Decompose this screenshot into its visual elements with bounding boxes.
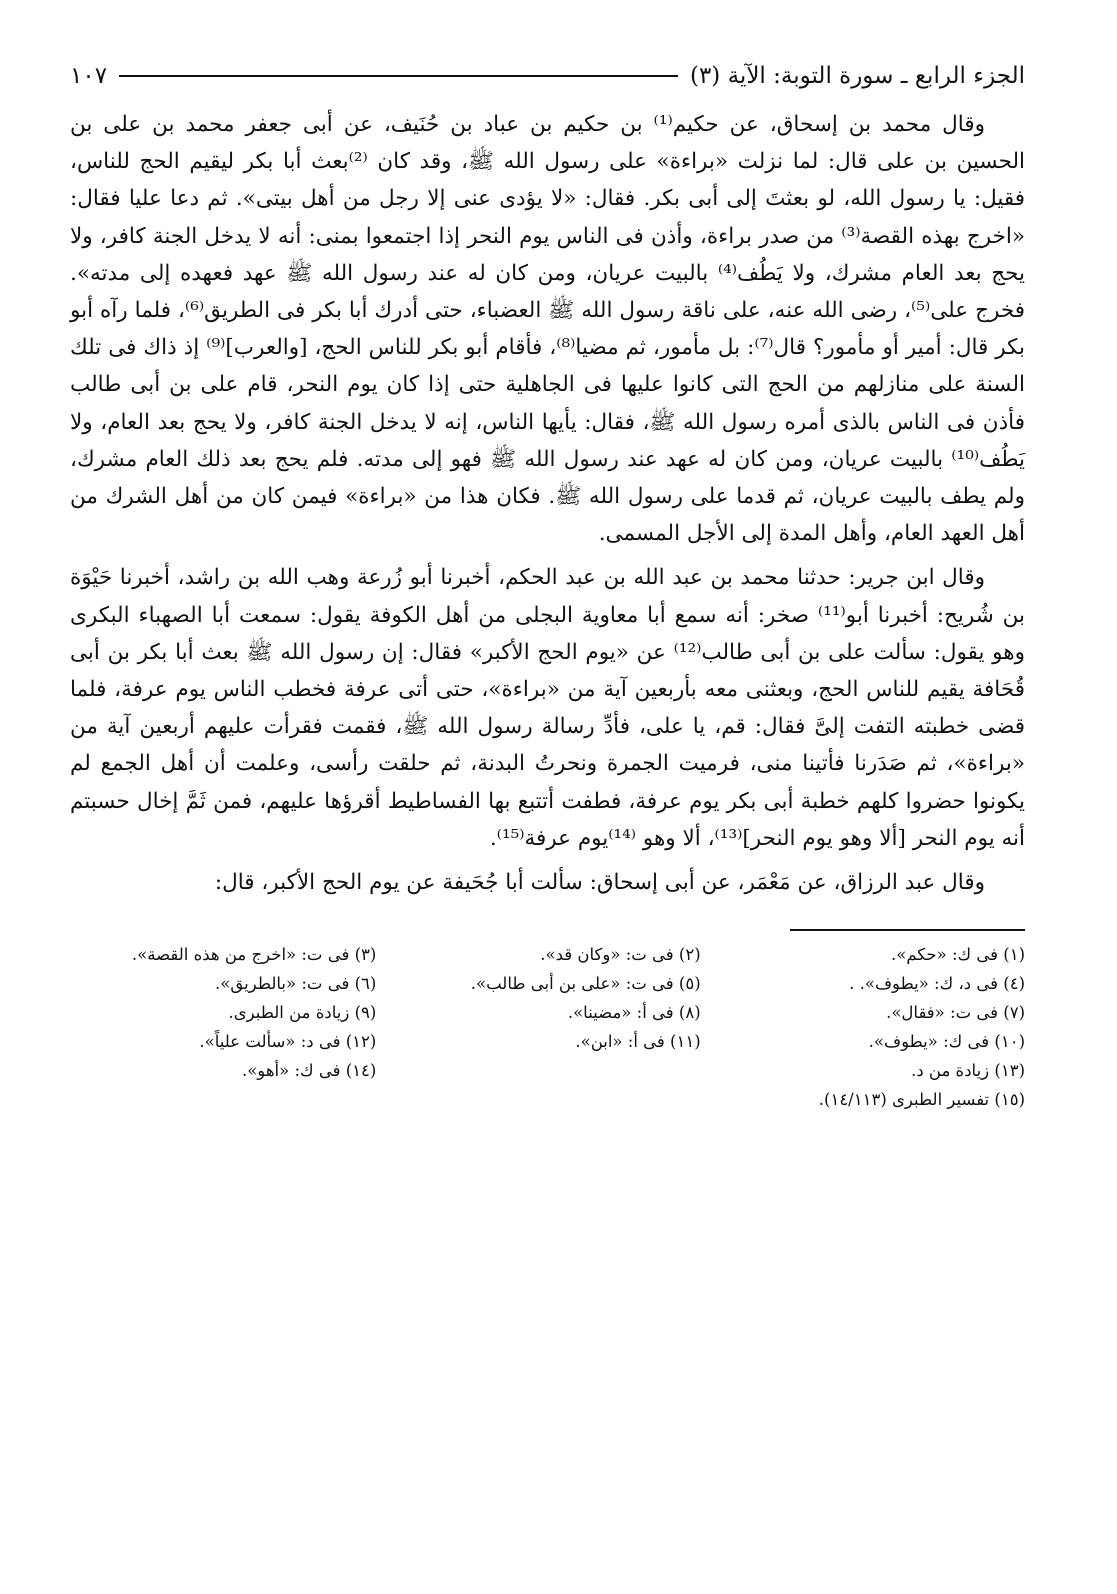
- footnote-7: (٧) فى ت: «فقال».: [886, 1003, 1025, 1023]
- footnote-separator: [790, 929, 1025, 931]
- footnote-empty: [394, 1057, 700, 1084]
- page-number: ١٠٧: [70, 63, 108, 89]
- footnote-4: (٤) فى د، ك: «يطوف». .: [849, 974, 1025, 994]
- footnote-5: (٥) فى ت: «على بن أبى طالب».: [470, 974, 701, 994]
- footnotes: [70, 941, 1025, 1113]
- header-rule: [119, 75, 678, 77]
- footnote-12: (١٢) فى د: «سألت علياً».: [199, 1032, 377, 1052]
- footnote-11: (١١) فى أ: «ابن».: [575, 1032, 701, 1052]
- footnote-3: (٣) فى ت: «اخرج من هذه القصة».: [131, 945, 377, 965]
- footnote-2: (٢) فى ت: «وكان قد».: [540, 945, 701, 965]
- paragraph-2: وقال ابن جرير: حدثنا محمد بن عبد الله بن عبد الحكم، أخبرنا أبو زُرعة وهب الله بن راشد، أخبرنا حَيْوَة بن شُريح: أخبرنا أبو⁽¹¹⁾ صخر: أنه سمع أبا معاوية البجلى من أهل الكوفة يقول: سمعت أبا الصهباء البكرى وهو يقول: سألت على بن أبى طالب⁽¹²⁾ عن «يوم الحج الأكبر» فقال: إن رسول الله ﷺ بعث أبا بكر بن أبى قُحَافة يقيم للناس الحج، وبعثنى معه بأربعين آية من «براءة»، حتى أتى عرفة فخطب الناس يوم عرفة، فلما قضى خطبته التفت إلىَّ فقال: قم، يا على، فأدِّ رسالة رسول الله ﷺ، فقمت فقرأت عليهم أربعين آية من «براءة»، ثم صَدَرنا فأتينا منى، فرميت الجمرة ونحرتُ البدنة، ثم حلقت رأسى، وعلمت أن أهل الجمع لم يكونوا حضروا كلهم خطبة أبى بكر يوم عرفة، فطفت أتتبع بها الفساطيط أقرؤها عليهم، فمن ثَمَّ إخال حسبتم أنه يوم النحر [ألا وهو يوم النحر]⁽¹³⁾، ألا وهو ⁽¹⁴⁾يوم عرفة⁽¹⁵⁾.: [70, 565, 1025, 851]
- header-title: الجزء الرابع ـ سورة التوبة: الآية (٣): [689, 63, 1025, 89]
- paragraph-1: وقال محمد بن إسحاق، عن حكيم⁽¹⁾ بن حكيم بن عباد بن حُنَيف، عن أبى جعفر محمد بن على بن الحسين بن على قال: لما نزلت «براءة» على رسول الله ﷺ، وقد كان ⁽²⁾بعث أبا بكر ليقيم الحج للناس، فقيل: يا رسول الله، لو بعثتَ إلى أبى بكر. فقال: «لا يؤدى عنى إلا رجل من أهل بيتى». ثم دعا عليا فقال: «اخرج بهذه القصة⁽³⁾ من صدر براءة، وأذن فى الناس يوم النحر إذا اجتمعوا بمنى: أنه لا يدخل الجنة كافر، ولا يحج بعد العام مشرك، ولا يَطُف⁽⁴⁾ بالبيت عريان، ومن كان له عند رسول الله ﷺ عهد فعهده إلى مدته». فخرج على⁽⁵⁾، رضى الله عنه، على ناقة رسول الله ﷺ العضباء، حتى أدرك أبا بكر فى الطريق⁽⁶⁾، فلما رآه أبو بكر قال: أمير أو مأمور؟ قال⁽⁷⁾: بل مأمور، ثم مضيا⁽⁸⁾، فأقام أبو بكر للناس الحج، [والعرب]⁽⁹⁾ إذ ذاك فى تلك السنة على منازلهم من الحج التى كانوا عليها فى الجاهلية حتى إذا كان يوم النحر، قام على بن أبى طالب فأذن فى الناس بالذى أمره رسول الله ﷺ، فقال: يأيها الناس، إنه لا يدخل الجنة كافر، ولا يحج بعد العام، ولا يَطُف⁽¹⁰⁾ بالبيت عريان، ومن كان له عهد عند رسول الله ﷺ فهو إلى مدته. فلم يحج بعد ذلك العام مشرك، ولم يطف بالبيت عريان، ثم قدما على رسول الله ﷺ. فكان هذا من «براءة» فيمن كان من أهل الشرك من أهل العهد العام، وأهل المدة إلى الأجل المسمى.: [70, 112, 1026, 547]
- footnote-8: (٨) فى أ: «مضينا».: [567, 1003, 701, 1023]
- footnote-1: (١) فى ك: «حكم».: [890, 945, 1025, 965]
- body-text: [70, 106, 1025, 901]
- footnote-9: (٩) زيادة من الطبرى.: [228, 1003, 377, 1023]
- footnote-10: (١٠) فى ك: «يطوف».: [868, 1032, 1025, 1052]
- page: [70, 56, 1025, 1113]
- footnote-14: (١٤) فى ك: «أهو».: [241, 1061, 377, 1081]
- footnote-6: (٦) فى ت: «بالطريق».: [215, 974, 377, 994]
- running-header: [70, 56, 1025, 96]
- footnote-13: (١٣) زيادة من د.: [911, 1061, 1025, 1081]
- paragraph-3: وقال عبد الرزاق، عن مَعْمَر، عن أبى إسحاق: سألت أبا جُحَيفة عن يوم الحج الأكبر، قال:: [214, 870, 985, 896]
- footnote-15: (١٥) تفسير الطبرى (١٤/١١٣).: [818, 1090, 1025, 1110]
